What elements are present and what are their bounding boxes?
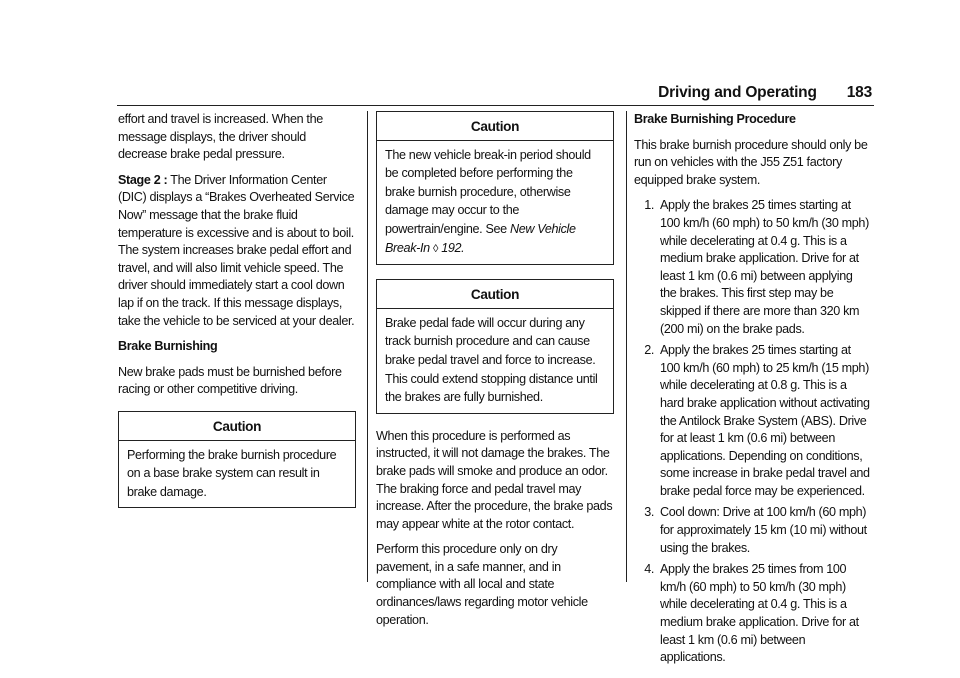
column-3 — [634, 111, 872, 671]
caution-title: Caution — [377, 280, 613, 309]
step-text: Apply the brakes 25 times starting at 100 km/h (60 mph) to 50 km/h (30 mph) while decelerating at 0.4 g. This is a medium brake application. Drive for at least 1 km (0.6 mi) between applying the brakes. This first step may be skipped if there are more than 320 km (200 mi) on the brake pads. — [660, 198, 869, 336]
step-number: 4. — [644, 562, 654, 577]
procedure-steps — [634, 197, 872, 666]
column-1 — [118, 111, 356, 522]
break-in-link[interactable]: New Vehicle Break-In — [385, 221, 576, 255]
paragraph-procedure-intro: This brake burnish procedure should only be run on vehicles with the J55 Z51 factory equipped brake system. — [634, 137, 868, 187]
column-2 — [376, 111, 614, 637]
paragraph-procedure-effects: When this procedure is performed as instructed, it will not damage the brakes. The brake pads will smoke and produce an odor. The braking force and pedal travel may increase. After the procedure, the brake pads may appear white at the rotor contact. — [376, 428, 613, 531]
subheading-procedure: Brake Burnishing Procedure — [634, 112, 796, 126]
stage-2-label: Stage 2 : — [118, 172, 168, 187]
paragraph-burnish-intro: New brake pads must be burnished before racing or other competitive driving. — [118, 364, 342, 397]
caution-title: Caution — [119, 412, 355, 441]
list-item — [634, 561, 872, 667]
subheading-brake-burnishing: Brake Burnishing — [118, 339, 218, 354]
paragraph-continued: effort and travel is increased. When the message displays, the driver should decrease brake pedal pressure. — [118, 112, 323, 162]
column-divider-1 — [367, 111, 368, 582]
section-title: Driving and Operating — [658, 84, 817, 101]
page-header — [658, 84, 872, 106]
step-number: 2. — [644, 343, 654, 358]
stage-2-text: The Driver Information Center (DIC) displays a “Brakes Overheated Service Now” message that the brake fluid temperature is excessive and is about to boil. The system increases brake pedal effort and travel, and will also limit vehicle speed. The driver should immediately start a cool down lap if on the track. If this message displays, take the vehicle to be serviced at your dealer. — [118, 172, 355, 328]
column-divider-2 — [626, 111, 627, 582]
caution-body — [377, 141, 613, 265]
caution-body: Brake pedal fade will occur during any track burnish procedure and can cause brake pedal travel and force to increase. This could extend stopping distance until the brakes are fully burnished. — [385, 315, 598, 405]
page-number: 183 — [846, 84, 872, 101]
paragraph-stage-2 — [118, 172, 356, 330]
paragraph-safety: Perform this procedure only on dry pavement, in a safe manner, and in compliance with all local and state ordinances/laws regarding motor vehicle operation. — [376, 542, 588, 627]
caution-box-break-in — [376, 111, 614, 265]
step-number: 3. — [644, 505, 654, 520]
page-reference[interactable]: 192. — [441, 240, 465, 255]
caution-box — [118, 411, 356, 508]
caution-title: Caution — [377, 112, 613, 141]
caution-body: Performing the brake burnish procedure on a base brake system can result in brake damage. — [127, 447, 337, 499]
step-text: Cool down: Drive at 100 km/h (60 mph) for approximately 15 km (10 mi) without using the brakes. — [660, 505, 867, 555]
header-rule — [117, 105, 874, 106]
caution-body-text: The new vehicle break-in period should be completed before performing the brake burnish procedure, otherwise damage may occur to the powertrain/engine. See — [385, 147, 591, 236]
list-item — [634, 197, 872, 338]
caution-box-pedal-fade — [376, 279, 614, 414]
step-text: Apply the brakes 25 times starting at 100 km/h (60 mph) to 25 km/h (15 mph) while decelerating at 0.8 g. This is a hard brake application without activating the Antilock Brake System (ABS). Drive for at least 1 km (0.6 mi) between applications. Depending on conditions, some increase in brake pedal travel and brake pedal force may be experienced. — [660, 343, 870, 498]
step-number: 1. — [644, 198, 654, 213]
list-item — [634, 504, 872, 557]
page-ref-icon: ◊ — [432, 242, 439, 255]
step-text: Apply the brakes 25 times from 100 km/h (60 mph) to 50 km/h (30 mph) while decelerating at 0.4 g. This is a medium brake application. Drive for at least 1 km (0.6 mi) between applications. — [660, 562, 859, 665]
list-item — [634, 342, 872, 500]
